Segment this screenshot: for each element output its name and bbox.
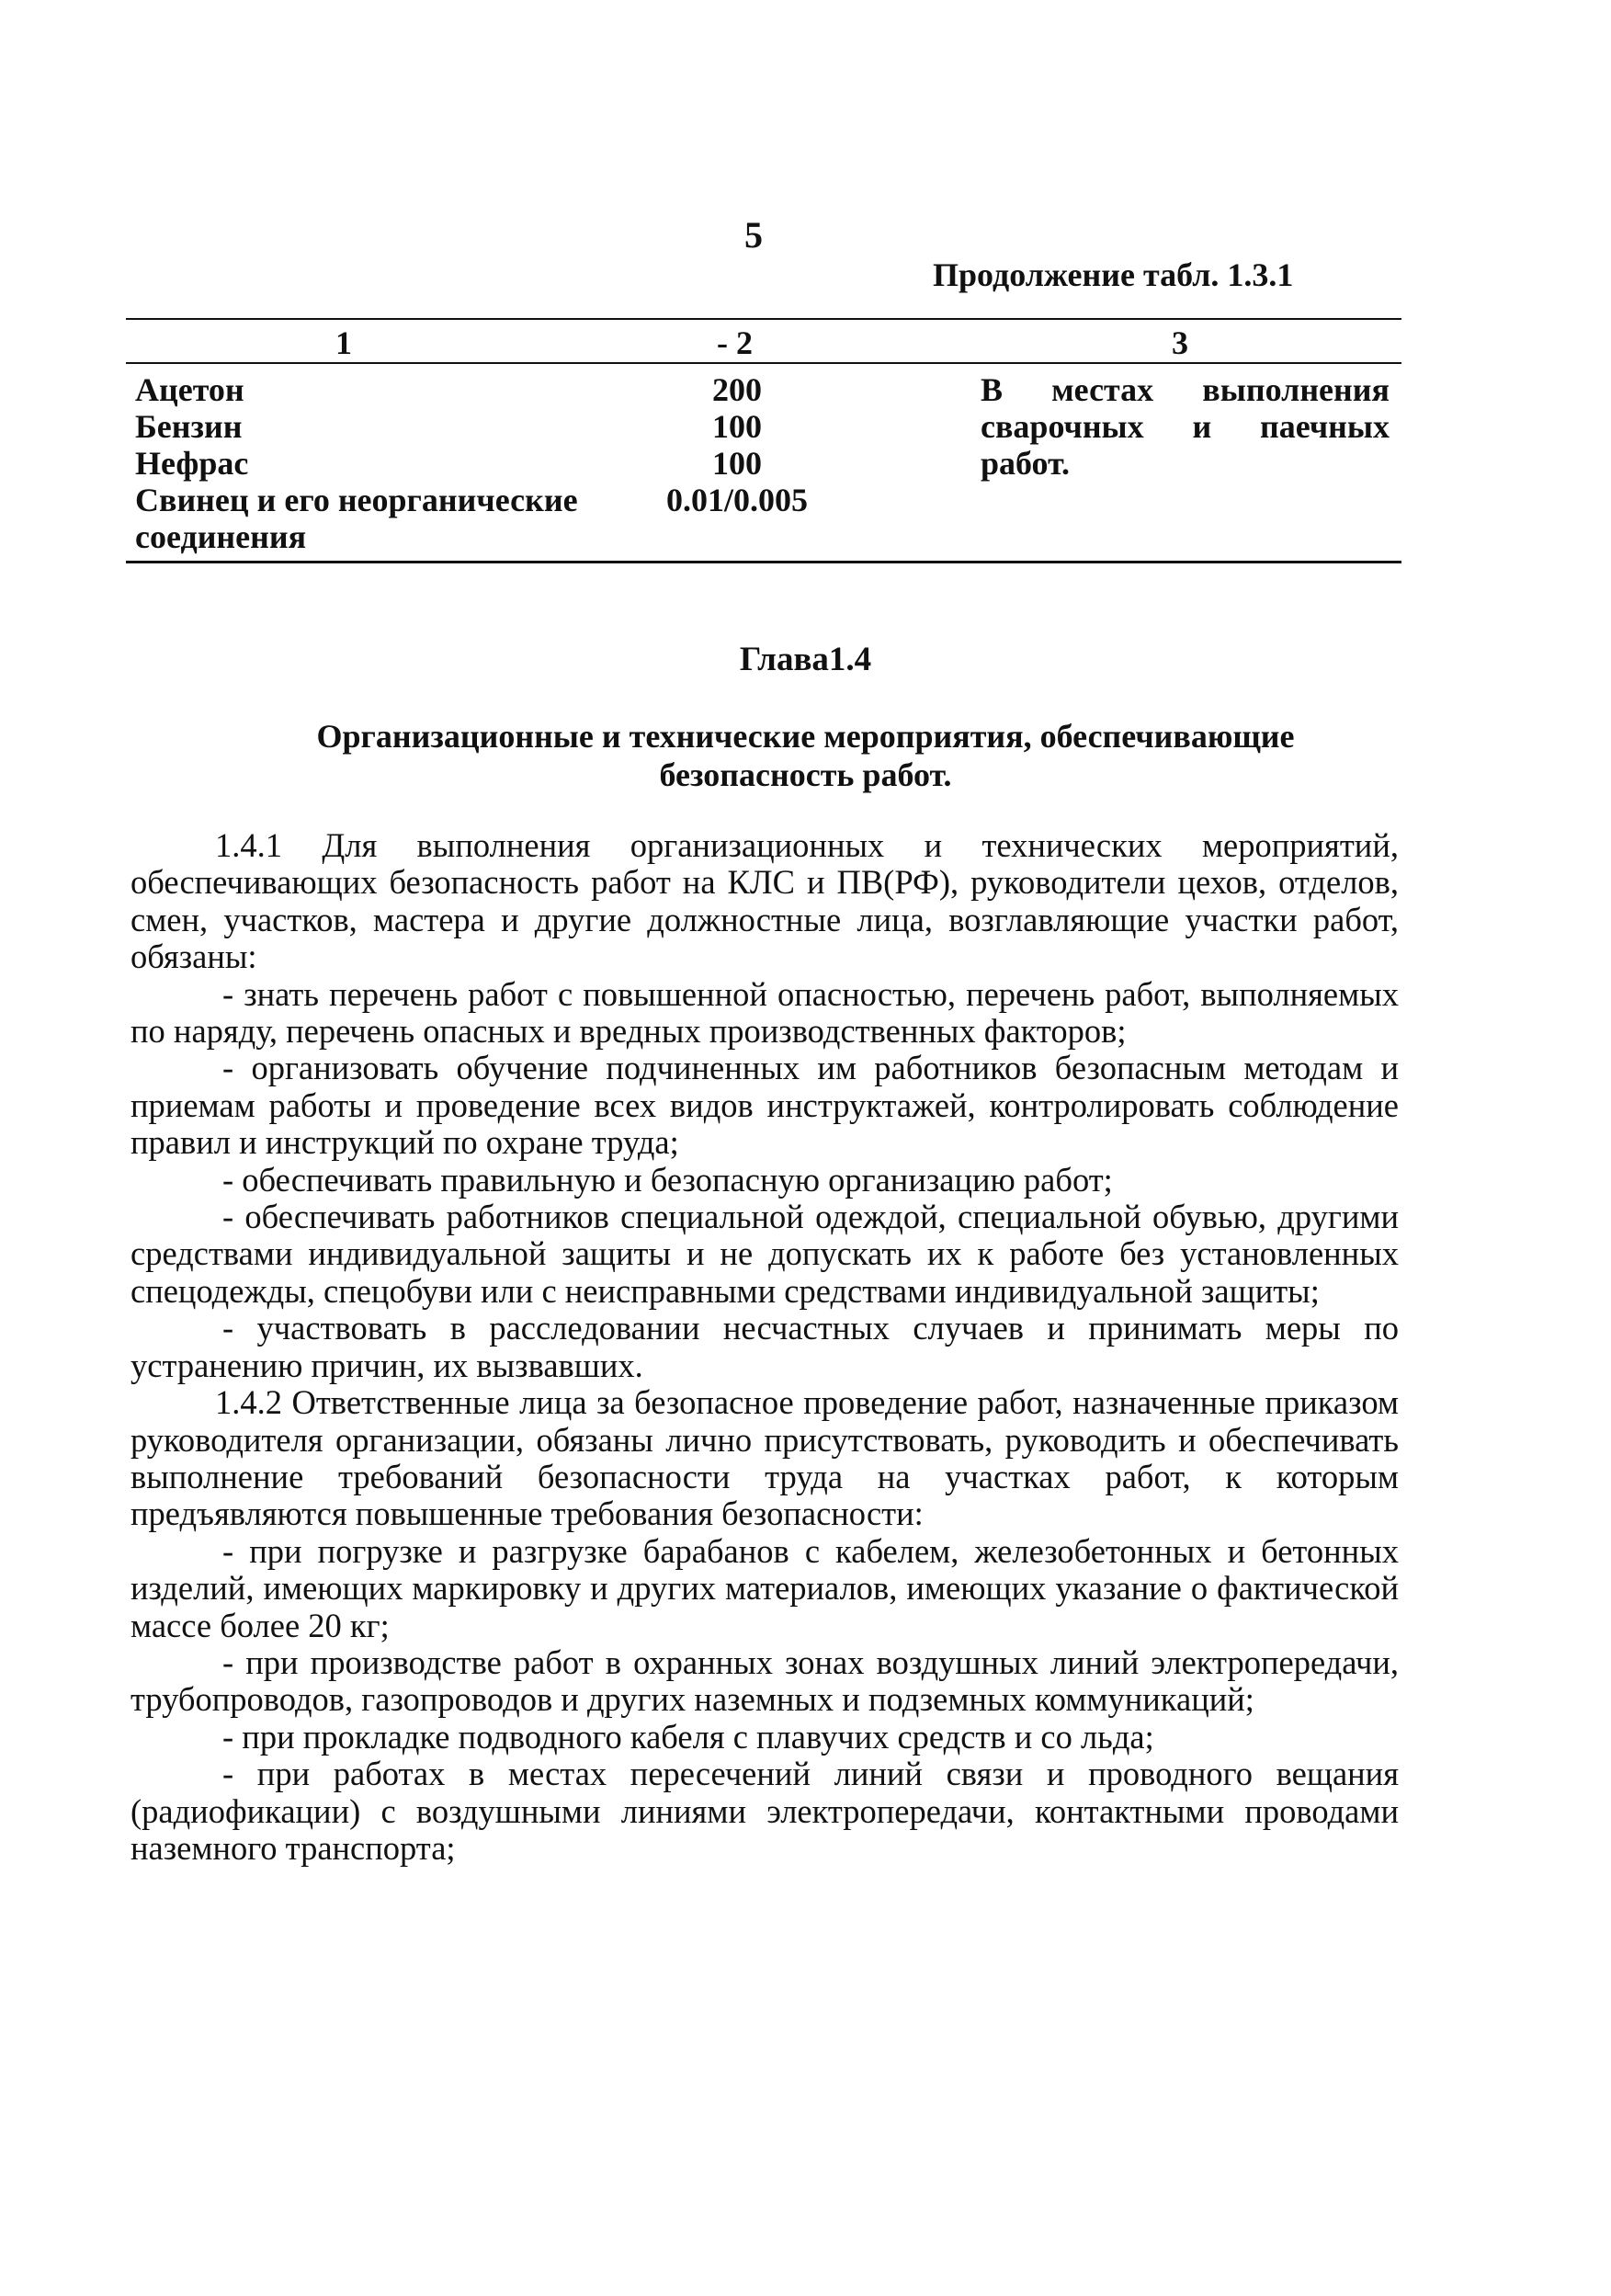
location-note: В местах выполнения сварочных и паечных работ.	[981, 371, 1390, 482]
substances-table	[126, 318, 1401, 563]
list-item: - организовать обучение подчиненных им работников безопасным методам и приемам работы и проведение всех видов инструктажей, контролировать соблюдение правил и инструкций по охране труда;	[130, 1049, 1399, 1162]
list-item: - обеспечивать правильную и безопасную организацию работ;	[222, 1160, 1113, 1199]
table-header-row	[126, 320, 1401, 362]
paragraph: 1.4.1 Для выполнения организационных и технических мероприятий, обеспечивающих безопасность работ на КЛС и ПВ(РФ), руководители цехов, отделов, смен, участков, мастера и другие должностные лица, возглавляющие участки работ, обязаны:	[130, 826, 1399, 976]
substance-name-column	[135, 371, 613, 555]
table-body	[126, 364, 1401, 561]
concentration-value: 200	[712, 371, 762, 408]
table-header-col3: 3	[1172, 324, 1188, 361]
list-item: - при производстве работ в охранных зонах воздушных линий электропередачи, трубопроводов, газопроводов и других наземных и подземных коммуникаций;	[130, 1642, 1399, 1719]
substance-name: Ацетон	[135, 371, 244, 408]
chapter-title: Организационные и технические мероприятия, обеспечивающие безопасность работ.	[316, 718, 1295, 793]
concentration-value: 100	[712, 408, 762, 445]
list-item: - при работах в местах пересечений линий связи и проводного вещания (радиофикации) с воздушными линиями электропередачи, контактными проводами наземного транспорта;	[130, 1755, 1399, 1867]
substance-name: Нефрас	[135, 445, 249, 482]
list-item: - участвовать в расследовании несчастных случаев и принимать меры по устранению причин, их вызвавших.	[130, 1309, 1399, 1384]
table-header-col2: - 2	[717, 324, 753, 361]
list-item: - при прокладке подводного кабеля с плавучих средств и со льда;	[222, 1717, 1154, 1756]
paragraph: 1.4.2 Ответственные лица за безопасное проведение работ, назначенные приказом руководителя организации, обязаны лично присутствовать, руководить и обеспечивать выполнение требований безопасности труда на участках работ, к которым предъявляются повышенные требования безопасности:	[130, 1383, 1399, 1533]
concentration-value: 100	[712, 445, 762, 482]
concentration-value: 0.01/0.005	[665, 482, 808, 518]
list-item: - знать перечень работ с повышенной опасностью, перечень работ, выполняемых по наряду, перечень опасных и вредных производственных факторов;	[130, 974, 1399, 1051]
list-item: - обеспечивать работников специальной одеждой, специальной обувью, другими средствами индивидуальной защиты и не допускать их к работе без установленных спецодежды, спецобуви или с неисправными средствами индивидуальной защиты;	[130, 1198, 1399, 1310]
substance-name: Свинец и его неорганические соединения	[135, 482, 578, 555]
substance-name: Бензин	[135, 408, 243, 445]
chapter-label: Глава1.4	[739, 641, 872, 678]
table-continuation-label: Продолжение табл. 1.3.1	[933, 256, 1294, 293]
table-header-col1: 1	[335, 324, 352, 361]
concentration-column	[631, 371, 843, 518]
chapter-body	[130, 827, 1399, 1867]
table-bottom-rule	[126, 561, 1401, 563]
page-number: 5	[744, 214, 763, 256]
list-item: - при погрузке и разгрузке барабанов с кабелем, железобетонных и бетонных изделий, имеющих маркировку и других материалов, имеющих указание о фактической массе более 20 кг;	[130, 1531, 1399, 1644]
